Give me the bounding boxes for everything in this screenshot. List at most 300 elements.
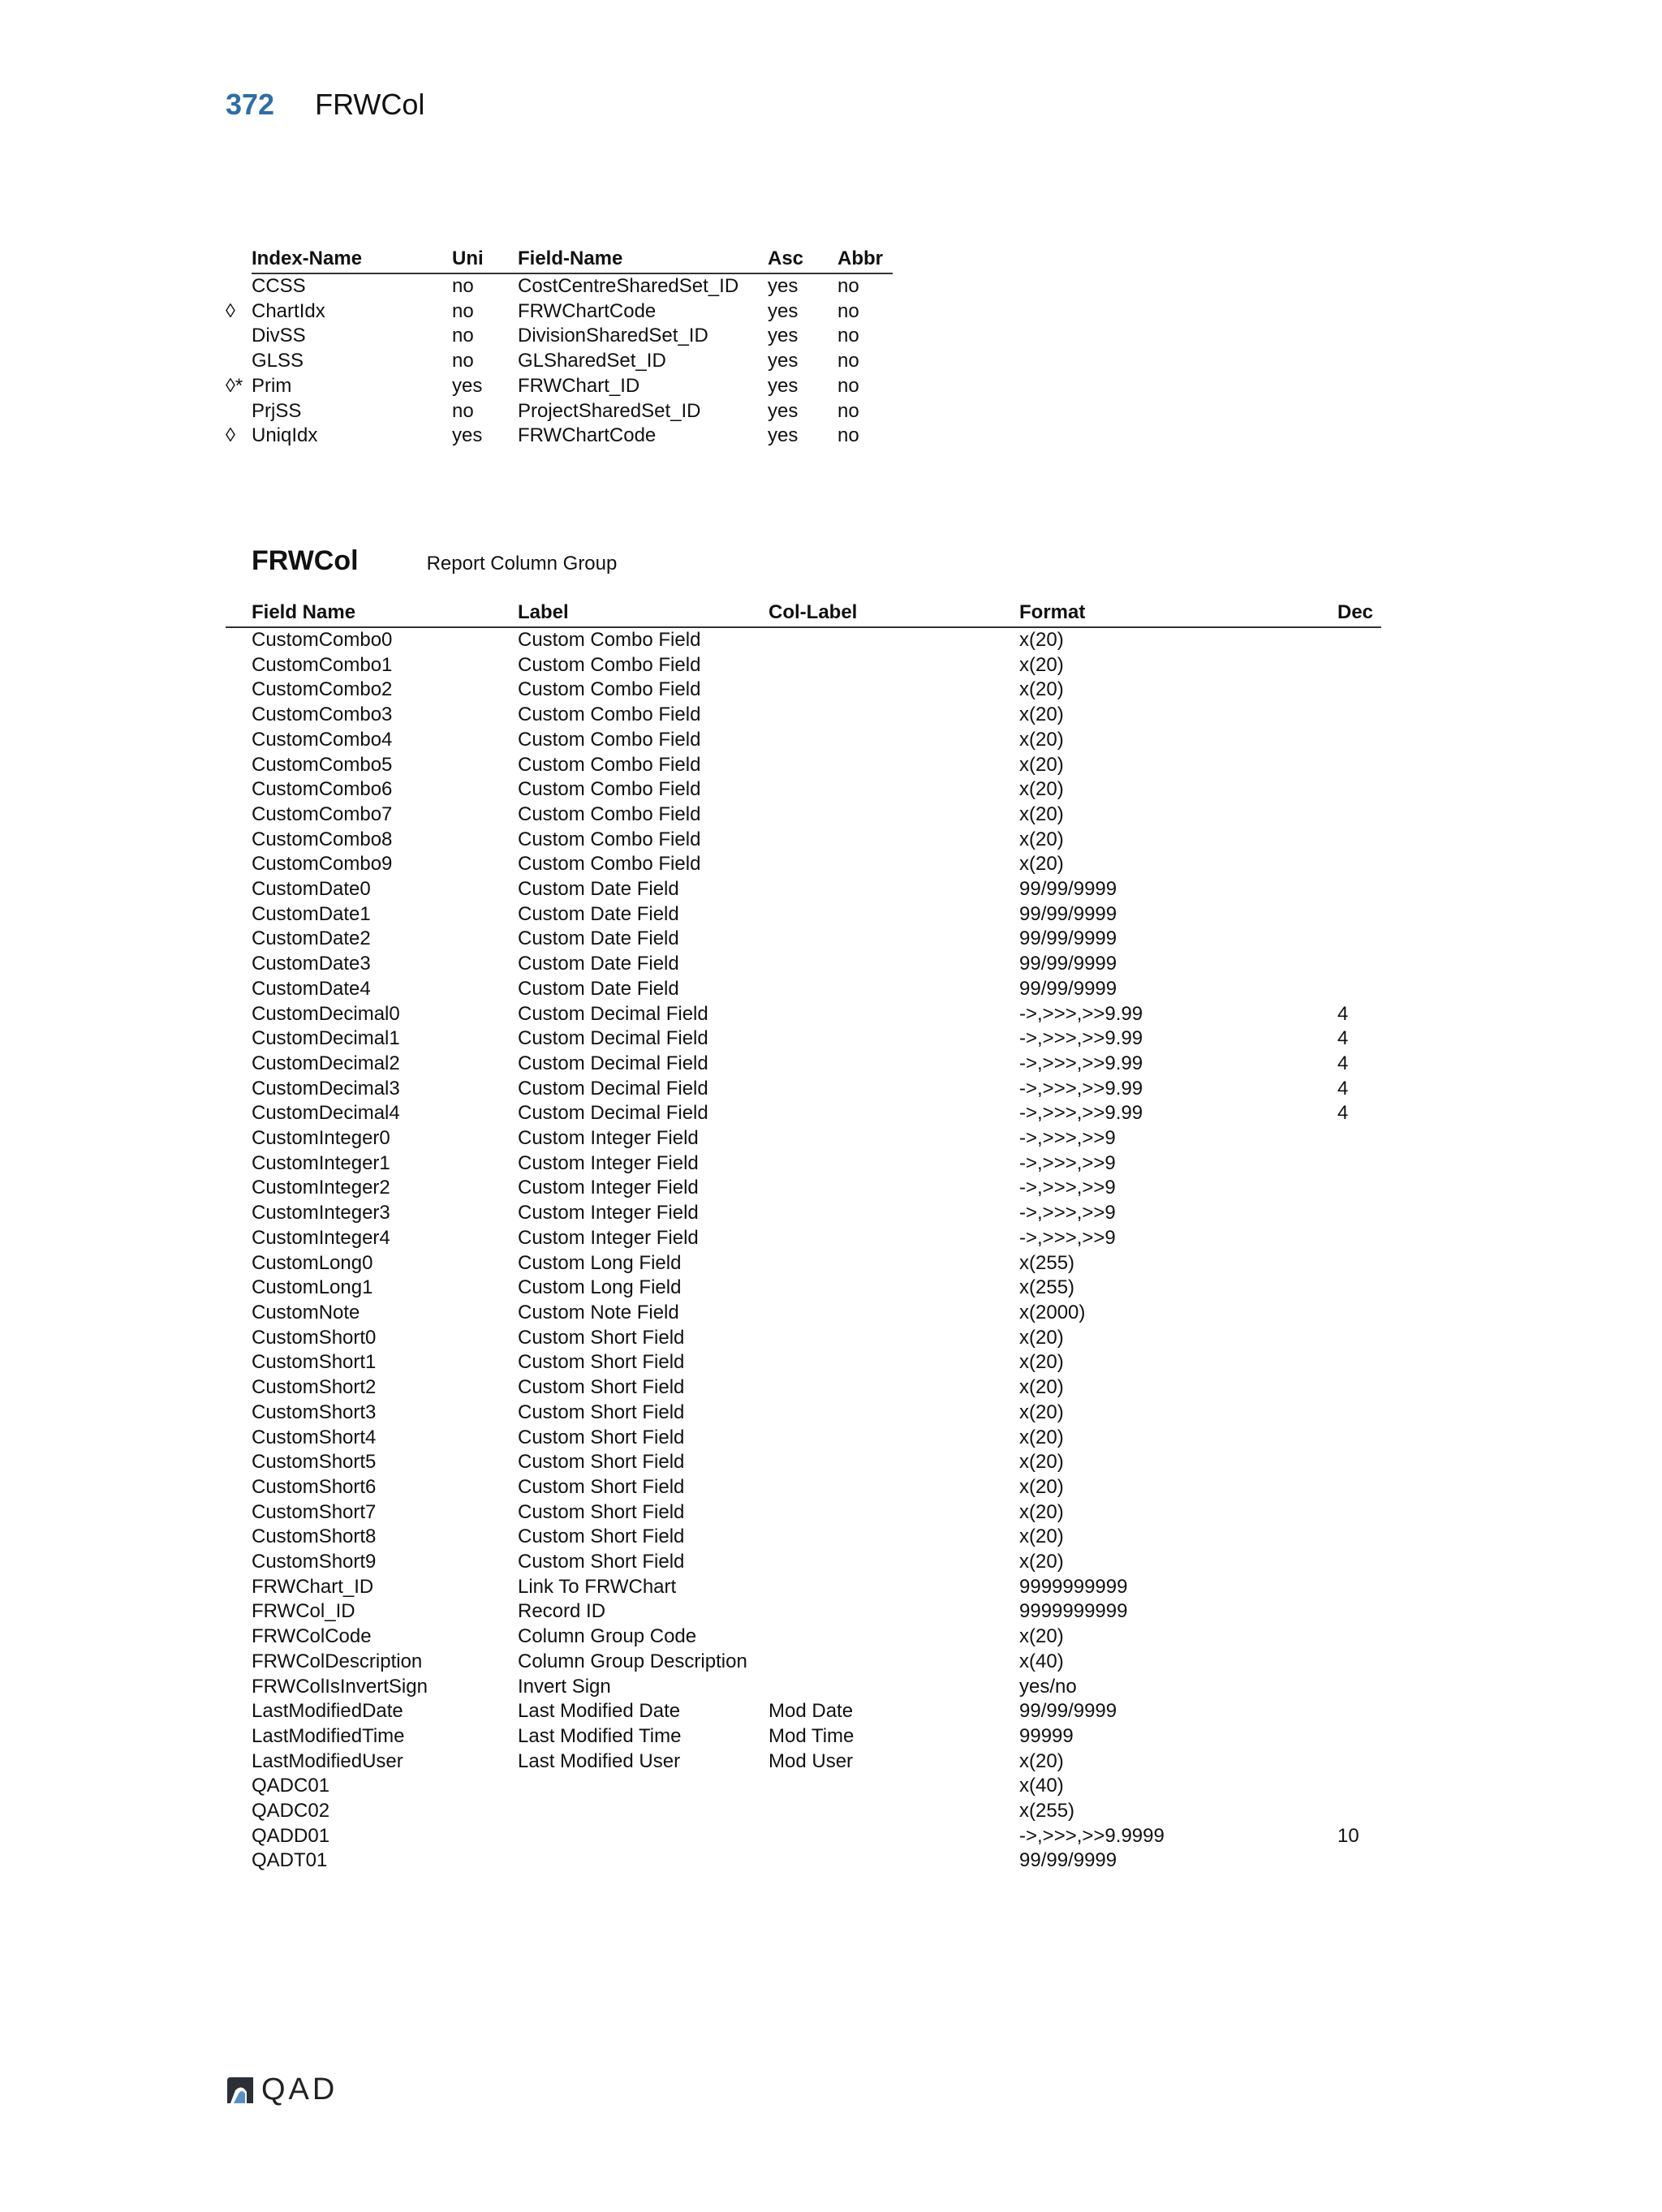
field-marker xyxy=(226,1326,252,1351)
field-decimals xyxy=(1337,1625,1381,1650)
field-decimals xyxy=(1337,1774,1381,1799)
field-name: CustomDate2 xyxy=(252,927,371,950)
field-format: 99999 xyxy=(1019,1724,1074,1747)
field-row xyxy=(226,1301,1381,1326)
index-row xyxy=(226,299,893,325)
field-col-label xyxy=(769,627,1019,653)
section-description: Report Column Group xyxy=(426,553,618,575)
field-marker xyxy=(226,1699,252,1724)
field-col-label xyxy=(769,1848,1019,1874)
index-name: UniqIdx xyxy=(252,424,318,447)
field-marker xyxy=(226,1675,252,1700)
field-label: Custom Combo Field xyxy=(518,704,701,726)
field-label: Custom Short Field xyxy=(518,1426,685,1448)
field-label: Custom Long Field xyxy=(518,1276,682,1299)
index-name: ChartIdx xyxy=(252,299,325,322)
field-format: x(255) xyxy=(1019,1276,1075,1299)
field-decimals xyxy=(1337,1550,1381,1575)
field-format: x(20) xyxy=(1019,778,1064,801)
field-decimals xyxy=(1337,1426,1381,1451)
field-name: QADC01 xyxy=(252,1775,330,1797)
field-col-label xyxy=(769,828,1019,853)
index-field-name: FRWChart_ID xyxy=(518,374,640,397)
field-marker xyxy=(226,902,252,927)
field-row xyxy=(226,1650,1381,1675)
index-ascending: yes xyxy=(768,325,799,347)
index-row xyxy=(226,349,893,374)
index-abbreviated: no xyxy=(837,374,859,397)
field-name: CustomCombo7 xyxy=(252,803,393,825)
field-row xyxy=(226,1276,1381,1301)
field-name: CustomInteger1 xyxy=(252,1151,390,1174)
field-table xyxy=(226,598,1381,1874)
field-col-label xyxy=(769,1774,1019,1799)
field-label: Custom Decimal Field xyxy=(518,1027,708,1050)
field-row xyxy=(226,1550,1381,1575)
field-row xyxy=(226,1525,1381,1550)
field-format: ->,>>>,>>9.99 xyxy=(1019,1052,1143,1074)
index-marker xyxy=(226,273,252,299)
field-marker xyxy=(226,1774,252,1799)
field-col-label xyxy=(769,777,1019,803)
field-decimals xyxy=(1337,678,1381,703)
field-name: CustomLong1 xyxy=(252,1276,373,1299)
field-label: Invert Sign xyxy=(518,1675,611,1698)
field-format: x(255) xyxy=(1019,1251,1075,1274)
field-name: QADT01 xyxy=(252,1849,328,1872)
page-title: FRWCol xyxy=(315,88,425,121)
index-ascending: yes xyxy=(768,424,799,447)
field-label: Custom Short Field xyxy=(518,1376,685,1399)
index-row xyxy=(226,424,893,449)
field-marker xyxy=(226,1525,252,1550)
field-marker xyxy=(226,753,252,778)
field-label: Custom Short Field xyxy=(518,1551,685,1573)
field-name: CustomCombo9 xyxy=(252,853,393,876)
field-label: Last Modified Time xyxy=(518,1724,682,1747)
dec-col-header: Dec xyxy=(1337,598,1381,627)
field-row xyxy=(226,1774,1381,1799)
field-col-label xyxy=(769,1675,1019,1700)
field-col-label xyxy=(769,1077,1019,1102)
field-row xyxy=(226,1426,1381,1451)
field-format: x(40) xyxy=(1019,1650,1064,1672)
field-marker xyxy=(226,1500,252,1526)
index-field-name: CostCentreSharedSet_ID xyxy=(518,275,739,297)
field-col-label xyxy=(769,1052,1019,1077)
field-name: CustomShort3 xyxy=(252,1401,377,1423)
field-marker xyxy=(226,1450,252,1475)
field-label: Custom Short Field xyxy=(518,1351,685,1374)
index-marker: ◊ xyxy=(226,424,235,447)
field-label: Custom Short Field xyxy=(518,1451,685,1474)
index-name: PrjSS xyxy=(252,399,302,422)
field-marker xyxy=(226,1550,252,1575)
field-row xyxy=(226,1101,1381,1126)
index-marker-header xyxy=(226,244,252,273)
field-format: x(2000) xyxy=(1019,1301,1086,1323)
index-abbreviated: no xyxy=(837,350,859,372)
field-decimals xyxy=(1337,627,1381,653)
field-row xyxy=(226,1799,1381,1824)
field-col-label xyxy=(769,1151,1019,1177)
field-format: x(20) xyxy=(1019,1426,1064,1448)
field-decimals xyxy=(1337,703,1381,728)
field-col-label xyxy=(769,1350,1019,1375)
field-format: x(20) xyxy=(1019,1749,1064,1772)
index-table xyxy=(226,244,893,449)
index-field-name: FRWChartCode xyxy=(518,299,657,322)
field-table-header xyxy=(226,598,1381,627)
field-name-header: Field-Name xyxy=(518,244,768,273)
field-row xyxy=(226,1475,1381,1500)
field-row xyxy=(226,1599,1381,1625)
field-label: Column Group Code xyxy=(518,1625,697,1648)
field-label: Custom Combo Field xyxy=(518,828,701,850)
field-decimals xyxy=(1337,1126,1381,1151)
field-marker xyxy=(226,1724,252,1749)
field-name: CustomShort2 xyxy=(252,1376,377,1399)
field-col-label xyxy=(769,1500,1019,1526)
field-decimals xyxy=(1337,1375,1381,1401)
field-name: FRWColCode xyxy=(252,1625,372,1648)
field-decimals xyxy=(1337,902,1381,927)
field-marker xyxy=(226,1350,252,1375)
field-row xyxy=(226,803,1381,828)
field-col-label xyxy=(769,1650,1019,1675)
field-marker xyxy=(226,703,252,728)
field-marker xyxy=(226,1126,252,1151)
field-col-label xyxy=(769,1625,1019,1650)
field-name: CustomShort9 xyxy=(252,1551,377,1573)
field-name: CustomCombo6 xyxy=(252,778,393,801)
field-col-label xyxy=(769,852,1019,877)
index-row xyxy=(226,324,893,349)
field-label: Custom Date Field xyxy=(518,953,679,975)
field-marker xyxy=(226,1848,252,1874)
field-marker xyxy=(226,1176,252,1201)
field-label: Custom Date Field xyxy=(518,878,679,901)
field-name: LastModifiedTime xyxy=(252,1724,405,1747)
field-name: CustomNote xyxy=(252,1301,360,1323)
field-col-label xyxy=(769,1824,1019,1849)
field-marker xyxy=(226,1026,252,1052)
field-label: Custom Date Field xyxy=(518,902,679,925)
field-decimals: 4 xyxy=(1337,1052,1349,1074)
field-format: 99/99/9999 xyxy=(1019,1700,1117,1723)
field-marker xyxy=(226,927,252,952)
field-decimals xyxy=(1337,1301,1381,1326)
field-col-label xyxy=(769,1525,1019,1550)
field-decimals xyxy=(1337,1276,1381,1301)
field-col-label xyxy=(769,1575,1019,1600)
field-col-label xyxy=(769,1326,1019,1351)
field-format: x(20) xyxy=(1019,1376,1064,1399)
index-abbreviated: no xyxy=(837,325,859,347)
field-row xyxy=(226,1077,1381,1102)
field-row xyxy=(226,753,1381,778)
field-label: Last Modified User xyxy=(518,1749,681,1772)
field-marker xyxy=(226,877,252,902)
field-marker-header xyxy=(226,598,252,627)
field-marker xyxy=(226,1426,252,1451)
field-col-label xyxy=(769,1450,1019,1475)
field-col-label xyxy=(769,1301,1019,1326)
field-decimals xyxy=(1337,977,1381,1002)
field-label xyxy=(518,1848,769,1874)
field-format: ->,>>>,>>9.99 xyxy=(1019,1102,1143,1125)
field-col-label xyxy=(769,1599,1019,1625)
field-name: CustomInteger2 xyxy=(252,1177,390,1199)
field-marker xyxy=(226,1799,252,1824)
qad-logo-text: QAD xyxy=(261,2072,338,2107)
field-name: LastModifiedDate xyxy=(252,1700,403,1723)
field-col-label xyxy=(769,1276,1019,1301)
field-name: CustomDate4 xyxy=(252,977,371,1000)
field-col-label xyxy=(769,1475,1019,1500)
col-label-col-header: Col-Label xyxy=(769,598,1019,627)
field-marker xyxy=(226,952,252,977)
field-name: QADC02 xyxy=(252,1800,330,1823)
field-decimals xyxy=(1337,777,1381,803)
field-marker xyxy=(226,1052,252,1077)
field-row xyxy=(226,1625,1381,1650)
field-name: CustomCombo3 xyxy=(252,704,393,726)
field-format: x(20) xyxy=(1019,1526,1064,1548)
index-ascending: yes xyxy=(768,399,799,422)
field-row xyxy=(226,1500,1381,1526)
field-marker xyxy=(226,1151,252,1177)
field-decimals xyxy=(1337,1251,1381,1276)
field-decimals xyxy=(1337,1401,1381,1426)
field-row xyxy=(226,1824,1381,1849)
field-name: CustomShort0 xyxy=(252,1326,377,1349)
field-format: 99/99/9999 xyxy=(1019,1849,1117,1872)
field-col-label xyxy=(769,1550,1019,1575)
field-format: x(20) xyxy=(1019,653,1064,676)
index-marker: ◊ xyxy=(226,299,235,322)
field-format: x(40) xyxy=(1019,1775,1064,1797)
field-decimals xyxy=(1337,1151,1381,1177)
field-row xyxy=(226,852,1381,877)
field-format: x(20) xyxy=(1019,853,1064,876)
field-format: x(255) xyxy=(1019,1800,1075,1823)
field-marker xyxy=(226,803,252,828)
field-name-col-header: Field Name xyxy=(252,598,518,627)
field-label: Custom Short Field xyxy=(518,1475,685,1498)
index-marker xyxy=(226,399,252,424)
field-col-label xyxy=(769,1799,1019,1824)
field-marker xyxy=(226,1599,252,1625)
index-ascending: yes xyxy=(768,275,799,297)
field-label: Custom Short Field xyxy=(518,1401,685,1423)
index-name: GLSS xyxy=(252,350,304,372)
field-marker xyxy=(226,1625,252,1650)
field-format: x(20) xyxy=(1019,1351,1064,1374)
field-format: x(20) xyxy=(1019,704,1064,726)
index-row xyxy=(226,374,893,399)
field-col-label xyxy=(769,1251,1019,1276)
field-marker xyxy=(226,1401,252,1426)
label-col-header: Label xyxy=(518,598,769,627)
field-format: 99/99/9999 xyxy=(1019,902,1117,925)
field-col-label xyxy=(769,678,1019,703)
field-label: Custom Combo Field xyxy=(518,803,701,825)
field-format: ->,>>>,>>9.99 xyxy=(1019,1002,1143,1025)
index-abbreviated: no xyxy=(837,299,859,322)
field-name: LastModifiedUser xyxy=(252,1749,403,1772)
field-format: 99/99/9999 xyxy=(1019,927,1117,950)
abbr-header: Abbr xyxy=(837,244,893,273)
index-name: Prim xyxy=(252,374,292,397)
field-decimals: 4 xyxy=(1337,1002,1349,1025)
field-marker xyxy=(226,1575,252,1600)
field-col-label xyxy=(769,803,1019,828)
field-name: FRWColIsInvertSign xyxy=(252,1675,428,1698)
field-format: x(20) xyxy=(1019,1401,1064,1423)
field-decimals xyxy=(1337,1525,1381,1550)
index-ascending: yes xyxy=(768,374,799,397)
field-decimals xyxy=(1337,1724,1381,1749)
field-format: x(20) xyxy=(1019,1475,1064,1498)
field-marker xyxy=(226,1375,252,1401)
field-col-label xyxy=(769,977,1019,1002)
field-marker xyxy=(226,1201,252,1226)
field-row xyxy=(226,1401,1381,1426)
field-marker xyxy=(226,828,252,853)
field-row xyxy=(226,1151,1381,1177)
field-name: CustomCombo8 xyxy=(252,828,393,850)
field-format: x(20) xyxy=(1019,753,1064,776)
field-name: CustomShort5 xyxy=(252,1451,377,1474)
field-format: x(20) xyxy=(1019,1500,1064,1523)
field-label: Custom Short Field xyxy=(518,1326,685,1349)
field-format: ->,>>>,>>9 xyxy=(1019,1127,1116,1150)
field-label: Custom Integer Field xyxy=(518,1127,699,1150)
field-row xyxy=(226,777,1381,803)
field-format: ->,>>>,>>9 xyxy=(1019,1177,1116,1199)
field-label: Custom Integer Field xyxy=(518,1151,699,1174)
field-decimals xyxy=(1337,1176,1381,1201)
field-label: Custom Combo Field xyxy=(518,778,701,801)
field-name: CustomInteger0 xyxy=(252,1127,390,1150)
field-row xyxy=(226,1724,1381,1749)
field-format: ->,>>>,>>9.9999 xyxy=(1019,1824,1165,1847)
field-col-label xyxy=(769,728,1019,753)
field-decimals xyxy=(1337,927,1381,952)
field-row xyxy=(226,828,1381,853)
field-name: CustomDate0 xyxy=(252,878,371,901)
field-row xyxy=(226,1575,1381,1600)
field-format: 9999999999 xyxy=(1019,1600,1128,1623)
asc-header: Asc xyxy=(768,244,837,273)
field-name: CustomDecimal2 xyxy=(252,1052,400,1074)
field-label: Custom Integer Field xyxy=(518,1177,699,1199)
field-decimals xyxy=(1337,1848,1381,1874)
index-row xyxy=(226,399,893,424)
field-row xyxy=(226,977,1381,1002)
field-label: Custom Integer Field xyxy=(518,1202,699,1224)
field-decimals xyxy=(1337,952,1381,977)
field-name: CustomDate1 xyxy=(252,902,371,925)
index-name: CCSS xyxy=(252,275,306,297)
index-abbreviated: no xyxy=(837,399,859,422)
field-name: CustomDecimal4 xyxy=(252,1102,400,1125)
field-decimals xyxy=(1337,1699,1381,1724)
field-format: 99/99/9999 xyxy=(1019,977,1117,1000)
field-name: QADD01 xyxy=(252,1824,330,1847)
field-marker xyxy=(226,1276,252,1301)
field-label: Column Group Description xyxy=(518,1650,747,1672)
section-heading xyxy=(252,545,617,577)
field-label: Custom Combo Field xyxy=(518,678,701,701)
field-decimals xyxy=(1337,852,1381,877)
field-marker xyxy=(226,1824,252,1849)
field-format: x(20) xyxy=(1019,728,1064,751)
field-marker xyxy=(226,1226,252,1251)
field-row xyxy=(226,1126,1381,1151)
field-format: ->,>>>,>>9.99 xyxy=(1019,1077,1143,1100)
field-format: yes/no xyxy=(1019,1675,1077,1698)
field-col-label xyxy=(769,1176,1019,1201)
field-row xyxy=(226,653,1381,678)
field-label: Custom Decimal Field xyxy=(518,1077,708,1100)
index-field-name: GLSharedSet_ID xyxy=(518,350,666,372)
field-marker xyxy=(226,977,252,1002)
field-decimals xyxy=(1337,1500,1381,1526)
field-decimals: 4 xyxy=(1337,1102,1349,1125)
field-label: Custom Combo Field xyxy=(518,728,701,751)
field-label: Custom Decimal Field xyxy=(518,1052,708,1074)
page-header xyxy=(226,88,424,128)
field-row xyxy=(226,1848,1381,1874)
field-name: CustomCombo4 xyxy=(252,728,393,751)
field-row xyxy=(226,952,1381,977)
field-row xyxy=(226,1749,1381,1775)
field-row xyxy=(226,1002,1381,1027)
field-marker xyxy=(226,777,252,803)
field-col-label xyxy=(769,1101,1019,1126)
field-col-label: Mod Date xyxy=(769,1700,854,1723)
index-unique: yes xyxy=(452,374,483,397)
field-name: CustomLong0 xyxy=(252,1251,373,1274)
field-col-label xyxy=(769,653,1019,678)
field-label: Custom Date Field xyxy=(518,977,679,1000)
field-decimals xyxy=(1337,1749,1381,1775)
field-col-label xyxy=(769,1026,1019,1052)
field-name: CustomCombo0 xyxy=(252,629,393,651)
field-format: ->,>>>,>>9 xyxy=(1019,1202,1116,1224)
index-ascending: yes xyxy=(768,299,799,322)
index-marker: ◊* xyxy=(226,374,243,397)
index-field-name: DivisionSharedSet_ID xyxy=(518,325,708,347)
field-label: Custom Short Field xyxy=(518,1526,685,1548)
field-col-label xyxy=(769,877,1019,902)
field-format: x(20) xyxy=(1019,1451,1064,1474)
field-decimals xyxy=(1337,1226,1381,1251)
field-row xyxy=(226,1226,1381,1251)
field-format: x(20) xyxy=(1019,1326,1064,1349)
field-decimals xyxy=(1337,1575,1381,1600)
field-decimals xyxy=(1337,1450,1381,1475)
field-name: CustomShort6 xyxy=(252,1475,377,1498)
field-row xyxy=(226,1052,1381,1077)
index-unique: no xyxy=(452,399,474,422)
field-decimals xyxy=(1337,1350,1381,1375)
uni-header: Uni xyxy=(452,244,518,273)
field-name: CustomShort1 xyxy=(252,1351,377,1374)
field-format: x(20) xyxy=(1019,1625,1064,1648)
